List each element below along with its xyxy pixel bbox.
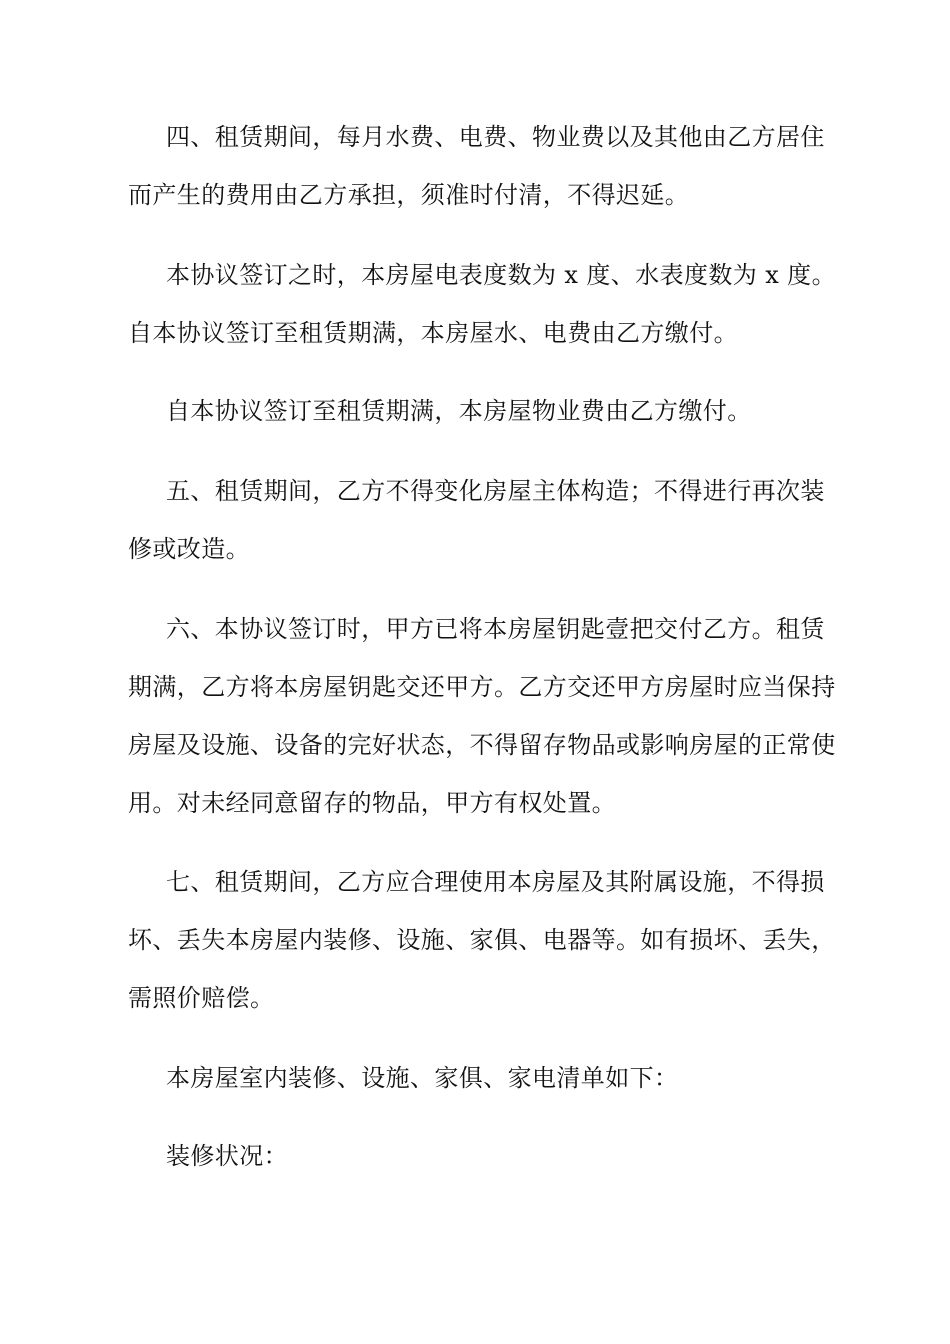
clause-4-line-2: 而产生的费用由乙方承担，须准时付清，不得迟延。: [128, 181, 690, 209]
clause-4-line-1: 四、租赁期间，每月水费、电费、物业费以及其他由乙方居住: [166, 123, 825, 151]
clause-7-line-3: 需照价赔偿。: [128, 984, 275, 1012]
meter-reading-line-1: 本协议签订之时，本房屋电表度数为 x 度、水表度数为 x 度。: [166, 261, 836, 289]
decoration-status-label: 装修状况：: [166, 1142, 288, 1170]
clause-6-line-3: 房屋及设施、设备的完好状态，不得留存物品或影响房屋的正常使: [128, 731, 836, 759]
clause-6-line-4: 用。对未经同意留存的物品，甲方有权处置。: [128, 789, 616, 817]
clause-7-line-1: 七、租赁期间，乙方应合理使用本房屋及其附属设施，不得损: [166, 868, 825, 896]
property-fee-line: 自本协议签订至租赁期满，本房屋物业费由乙方缴付。: [166, 397, 752, 425]
clause-6-line-1: 六、本协议签订时，甲方已将本房屋钥匙壹把交付乙方。租赁: [166, 615, 825, 643]
clause-5-line-2: 修或改造。: [128, 535, 250, 563]
meter-reading-line-2: 自本协议签订至租赁期满，本房屋水、电费由乙方缴付。: [128, 319, 738, 347]
inventory-intro-line: 本房屋室内装修、设施、家俱、家电清单如下：: [166, 1064, 679, 1092]
clause-5-line-1: 五、租赁期间，乙方不得变化房屋主体构造；不得进行再次装: [166, 477, 825, 505]
clause-6-line-2: 期满，乙方将本房屋钥匙交还甲方。乙方交还甲方房屋时应当保持: [128, 673, 836, 701]
clause-7-line-2: 坏、丢失本房屋内装修、设施、家俱、电器等。如有损坏、丢失，: [128, 926, 836, 954]
